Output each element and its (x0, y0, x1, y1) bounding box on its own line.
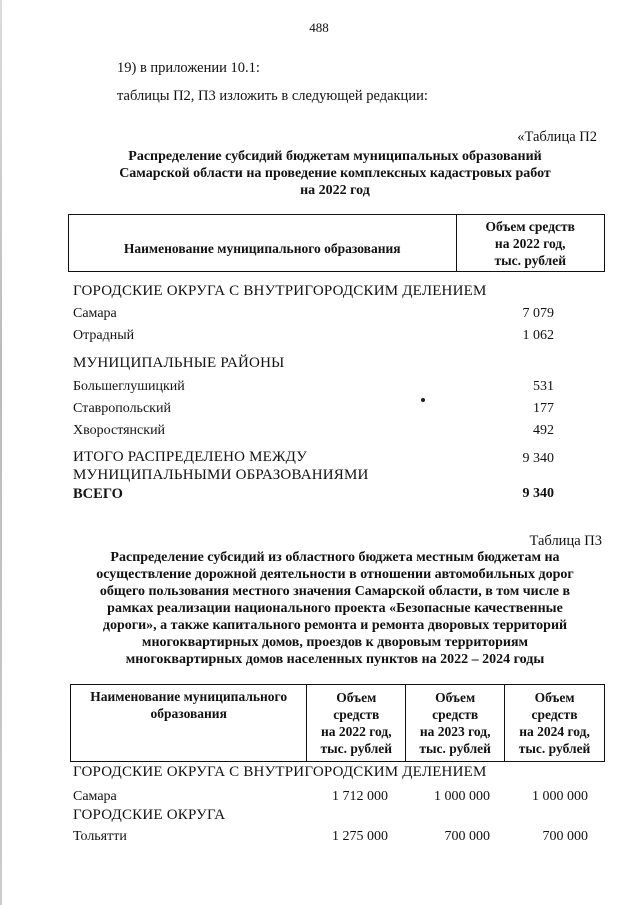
table-p2-header (68, 214, 605, 272)
row-value: 1 062 (522, 328, 554, 343)
title-line: многоквартирных домов, проездов к дворовым территориям (141, 635, 529, 650)
intro-line-1: 19) в приложении 10.1: (117, 60, 260, 76)
section-title: МУНИЦИПАЛЬНЫЕ РАЙОНЫ (73, 355, 285, 371)
row-value-2022: 1 275 000 (332, 829, 388, 844)
scan-speck (421, 398, 425, 402)
section-title: ГОРОДСКИЕ ОКРУГА С ВНУТРИГОРОДСКИМ ДЕЛЕНИЕМ (73, 283, 487, 299)
header-line: средств (333, 707, 380, 722)
title-line: многоквартирных домов населенных пунктов на 2022 – 2024 годы (125, 652, 545, 667)
table-p2-label: «Таблица П2 (517, 129, 597, 145)
table-p3-label: Таблица П3 (529, 533, 602, 549)
header-line: Объем (336, 690, 377, 705)
title-line: Распределение субсидий бюджетам муниципальных образований (128, 149, 542, 164)
row-value: 177 (533, 401, 554, 416)
header-line: тыс. рублей (518, 741, 591, 756)
row-value-2023: 1 000 000 (434, 789, 490, 804)
total-label: ВСЕГО (73, 486, 123, 502)
row-name: Самара (73, 306, 117, 321)
row-value-2024: 700 000 (542, 829, 588, 844)
header-name-col (71, 685, 307, 762)
title-line: на 2022 год (300, 183, 370, 198)
row-value-2022: 1 712 000 (332, 789, 388, 804)
header-line: средств (432, 707, 479, 722)
section-title: ГОРОДСКИЕ ОКРУГА С ВНУТРИГОРОДСКИМ ДЕЛЕНИЕМ (73, 764, 487, 780)
row-name: Тольятти (73, 829, 127, 844)
header-line: Объем (435, 690, 476, 705)
row-value: 531 (533, 379, 554, 394)
row-name: Хворостянский (73, 423, 166, 438)
header-2023-col (406, 685, 505, 762)
title-line: рамках реализации национального проекта «Безопасные качественные (107, 601, 563, 616)
header-line: на 2022 год, (320, 724, 392, 739)
header-2024-col (505, 685, 605, 762)
scan-edge (0, 0, 2, 905)
header-line: на 2023 год, (419, 724, 491, 739)
header-2022-col (307, 685, 406, 762)
page-number: 488 (309, 20, 329, 35)
header-amount-col (456, 215, 605, 272)
header-line: Объем (534, 690, 575, 705)
header-line: на 2024 год, (519, 724, 590, 739)
intro-line-2: таблицы П2, П3 изложить в следующей редакции: (117, 88, 428, 104)
title-line: Распределение субсидий из областного бюджета местным бюджетам на (110, 550, 560, 565)
row-value-2023: 700 000 (444, 829, 490, 844)
header-name-col (69, 215, 457, 272)
row-name: Ставропольский (73, 401, 171, 416)
itogo-line-2: МУНИЦИПАЛЬНЫМИ ОБРАЗОВАНИЯМИ (73, 467, 369, 483)
header-line: Объем средств (485, 218, 575, 234)
header-line: Наименование муниципального (90, 689, 288, 704)
header-line: тыс. рублей (320, 741, 393, 756)
section-title: ГОРОДСКИЕ ОКРУГА (73, 807, 226, 823)
itogo-value: 9 340 (522, 451, 554, 466)
title-line: дороги», а также капитального ремонта и ремонта дворовых территорий (102, 618, 568, 633)
itogo-line-1: ИТОГО РАСПРЕДЕЛЕНО МЕЖДУ (73, 449, 308, 465)
header-line: образования (150, 706, 227, 721)
table-p3-header (70, 684, 605, 762)
title-line: Самарской области на проведение комплексных кадастровых работ (119, 166, 551, 181)
header-name-text: Наименование муниципального образования (123, 241, 401, 256)
table-p2-title (60, 148, 610, 199)
header-line: средств (531, 707, 578, 722)
title-line: общего пользования местного значения Самарской области, в том числе в (99, 584, 571, 599)
table-p3-title (40, 549, 630, 668)
header-line: тыс. рублей (494, 252, 567, 268)
header-line: тыс. рублей (419, 741, 491, 756)
title-line: осуществление дорожной деятельности в отношении автомобильных дорог (96, 567, 574, 582)
row-value: 492 (533, 423, 554, 438)
row-name: Отрадный (73, 328, 135, 343)
header-line: на 2022 год, (494, 235, 566, 251)
row-value-2024: 1 000 000 (532, 789, 588, 804)
total-value: 9 340 (522, 486, 554, 501)
row-value: 7 079 (522, 306, 554, 321)
row-name: Большеглушицкий (73, 379, 185, 394)
row-name: Самара (73, 789, 117, 804)
